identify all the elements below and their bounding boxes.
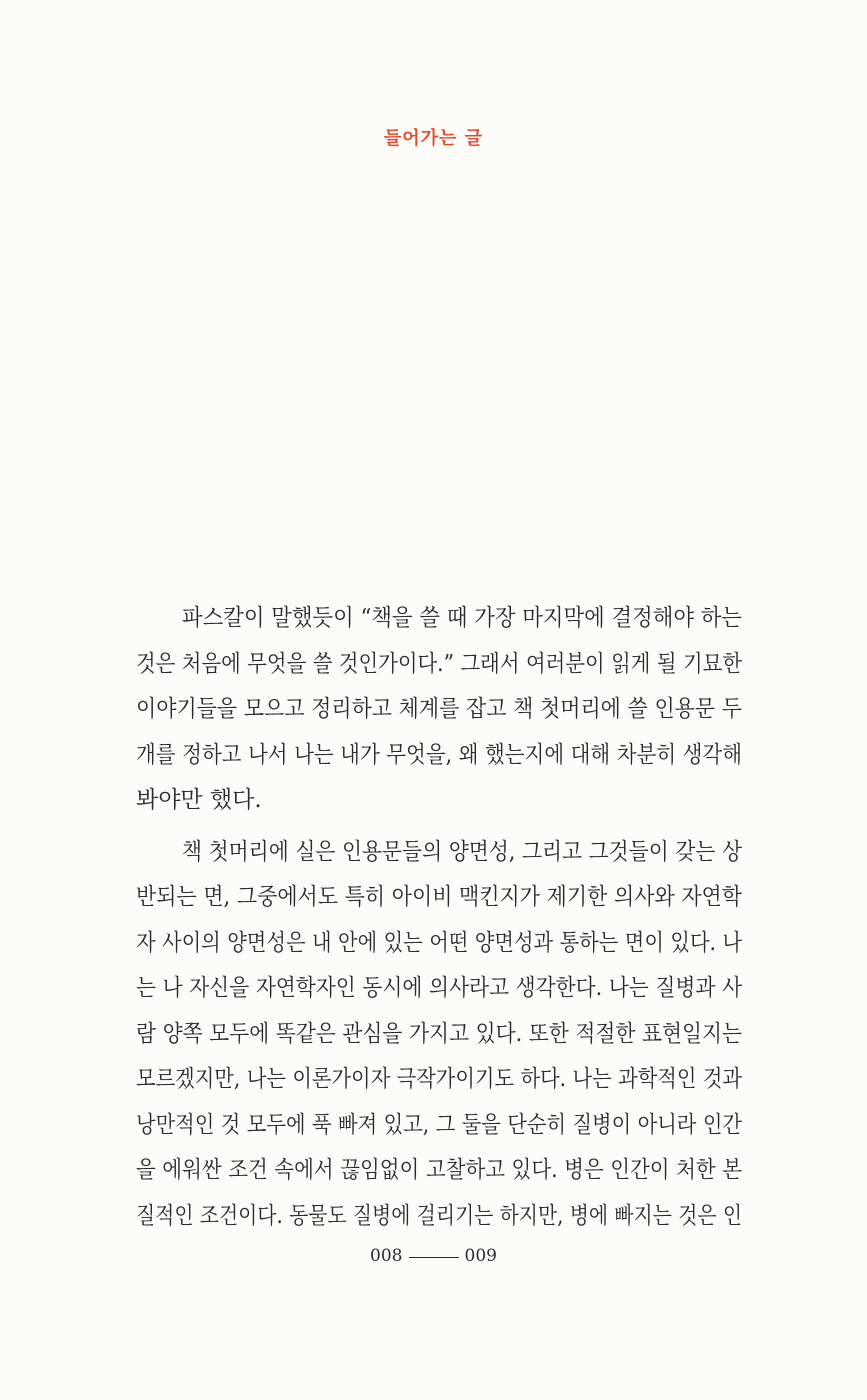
text-line: 모르겠지만, 나는 이론가이자 극작가이기도 하다. 나는 과학적인 것과 (136, 1066, 742, 1092)
text-line: 을 에워싼 조건 속에서 끊임없이 고찰하고 있다. 병은 인간이 처한 본 (136, 1157, 742, 1183)
body-text (136, 596, 742, 1239)
text-line: 이야기들을 모으고 정리하고 체계를 잡고 책 첫머리에 쓸 인용문 두 (136, 696, 742, 722)
text-line: 파스칼이 말했듯이 “책을 쓸 때 가장 마지막에 결정해야 하는 (182, 605, 742, 631)
text-line: 람 양쪽 모두에 똑같은 관심을 가지고 있다. 또한 적절한 표현일지는 (136, 1020, 742, 1047)
left-page-number: 008 (370, 1246, 403, 1266)
text-line: 것은 처음에 무엇을 쓸 것인가이다.” 그래서 여러분이 읽게 될 기묘한 (136, 650, 742, 677)
text-line: 질적인 조건이다. 동물도 질병에 걸리기는 하지만, 병에 빠지는 것은 인 (136, 1202, 742, 1229)
folio-divider (409, 1257, 459, 1258)
right-page-number: 009 (464, 1246, 497, 1266)
text-line: 는 나 자신을 자연학자인 동시에 의사라고 생각한다. 나는 질병과 사 (136, 975, 742, 1001)
text-line: 자 사이의 양면성은 내 안에 있는 어떤 양면성과 통하는 면이 있다. 나 (136, 929, 742, 956)
chapter-title: 들어가는 글 (383, 128, 484, 149)
text-line: 낭만적인 것 모두에 푹 빠져 있고, 그 둘을 단순히 질병이 아니라 인간 (136, 1111, 742, 1138)
text-line: 개를 정하고 나서 나는 내가 무엇을, 왜 했는지에 대해 차분히 생각해 (136, 741, 742, 768)
text-line: 봐야만 했다. (136, 787, 262, 813)
page-numbers (0, 1246, 867, 1266)
text-line: 책 첫머리에 실은 인용문들의 양면성, 그리고 그것들이 갖는 상 (182, 838, 742, 865)
text-line: 반되는 면, 그중에서도 특히 아이비 맥킨지가 제기한 의사와 자연학 (136, 884, 742, 910)
